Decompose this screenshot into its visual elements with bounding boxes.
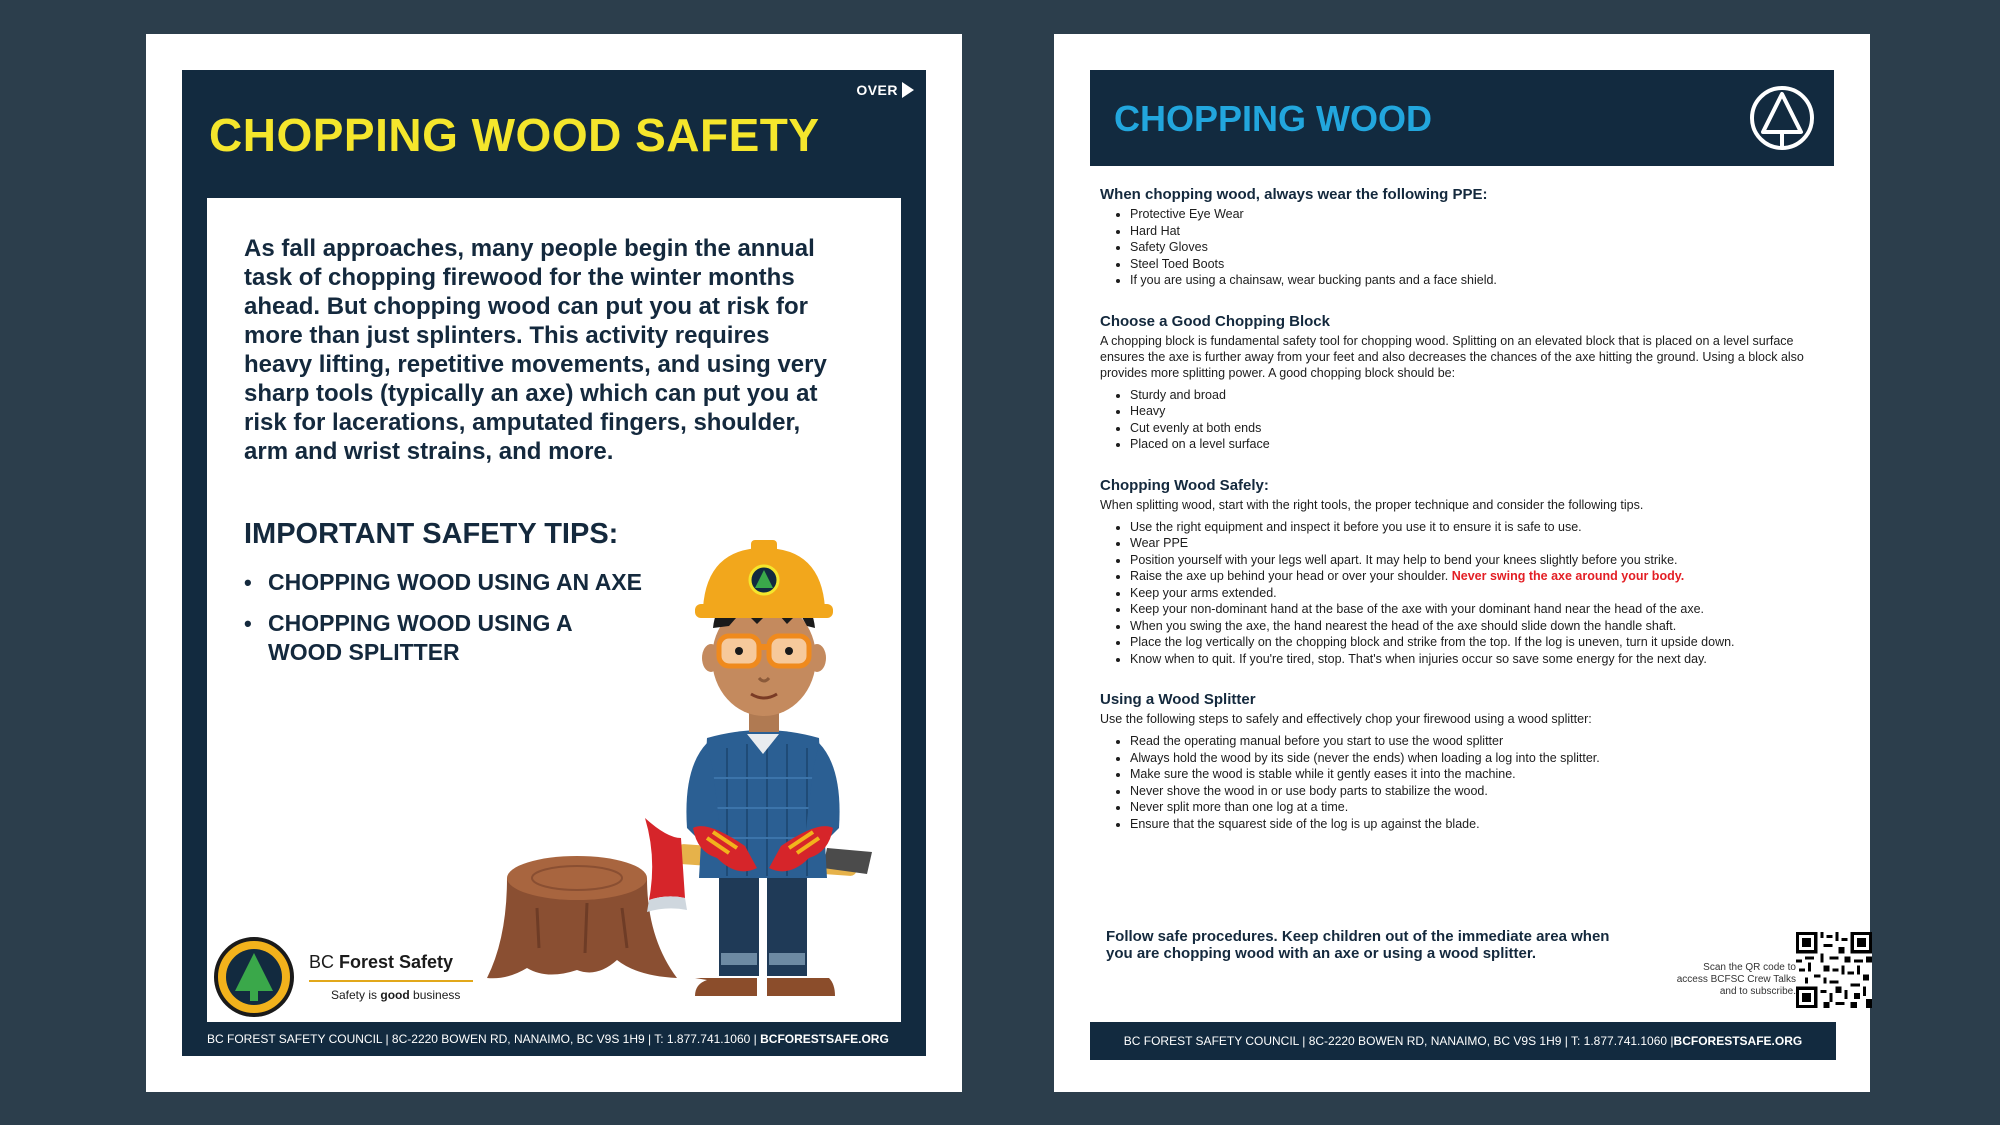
poster-page-front	[146, 34, 962, 1092]
footer-website[interactable]: BCFORESTSAFE.ORG	[760, 1032, 889, 1046]
list-item: • If you are using a chainsaw, wear bucking pants and a face shield.	[1130, 272, 1820, 289]
list-item: • Sturdy and broad	[1130, 387, 1820, 404]
safely-paragraph: When splitting wood, start with the right tools, the proper technique and consider the following tips.	[1100, 497, 1644, 512]
safely-list	[1100, 519, 1820, 668]
qr-code-icon[interactable]	[1796, 932, 1872, 1008]
worker-icon	[686, 540, 839, 996]
list-item: • When you swing the axe, the hand nearest the head of the axe should slide down the handle shaft.	[1130, 618, 1820, 635]
tips-heading: IMPORTANT SAFETY TIPS:	[244, 518, 619, 550]
list-item: • Steel Toed Boots	[1130, 256, 1820, 273]
list-item: • Never split more than one log at a time.	[1130, 799, 1820, 816]
arrow-right-icon	[902, 82, 914, 98]
ppe-list	[1100, 206, 1820, 289]
logo-tagline: Safety is good business	[331, 988, 461, 1002]
qr-caption: Scan the QR code to access BCFSC Crew Talks and to subscribe.	[1676, 962, 1796, 997]
tree-triangle-logo-icon	[1748, 84, 1816, 152]
warning-text: Never swing the axe around your body.	[1451, 569, 1685, 583]
page2-header	[1090, 70, 1834, 166]
tip-item: • CHOPPING WOOD USING AN AXE	[244, 568, 644, 597]
list-item: • Hard Hat	[1130, 223, 1820, 240]
list-item: • Raise the axe up behind your head or over your shoulder. Never swing the axe around your body.	[1130, 568, 1820, 585]
list-item: • Know when to quit. If you're tired, stop. That's when injuries occur so save some energy for the next day.	[1130, 651, 1820, 668]
splitter-list	[1100, 733, 1820, 832]
lumberjack-illustration	[467, 508, 901, 1008]
block-heading: Choose a Good Chopping Block	[1100, 312, 1330, 330]
intro-paragraph: As fall approaches, many people begin the annual task of chopping firewood for the winter months ahead. But chopping wood can put you at risk for more than just splinters. This activity requires heavy lifting, repetitive movements, and using very sharp tools (typically an axe) which can put you at risk for lacerations, amputated fingers, shoulder, arm and wrist strains, and more.	[244, 235, 827, 465]
list-item: • Use the right equipment and inspect it before you use it to ensure it is safe to use.	[1130, 519, 1820, 536]
poster-content-panel	[207, 198, 901, 1022]
block-list	[1100, 387, 1820, 453]
list-item: • Never shove the wood in or use body parts to stabilize the wood.	[1130, 783, 1820, 800]
footer-website[interactable]: BCFORESTSAFE.ORG	[1673, 1034, 1803, 1048]
list-item: • Read the operating manual before you start to use the wood splitter	[1130, 733, 1820, 750]
splitter-heading: Using a Wood Splitter	[1100, 691, 1256, 708]
footer-address: BC FOREST SAFETY COUNCIL | 8C-2220 BOWEN RD, NANAIMO, BC V9S 1H9 | T: 1.877.741.1060 |	[207, 1032, 761, 1046]
list-item: • Wear PPE	[1130, 535, 1820, 552]
list-item: • Protective Eye Wear	[1130, 206, 1820, 223]
tree-logo-icon	[213, 936, 295, 1018]
closing-statement: Follow safe procedures. Keep children out of the immediate area when you are chopping wood with an axe or using a wood splitter.	[1106, 928, 1610, 962]
logo-name: BC Forest Safety	[309, 952, 454, 972]
poster-page-back	[1054, 34, 1870, 1092]
list-item: • Place the log vertically on the chopping block and strike from the top. If the log is uneven, turn it upside down.	[1130, 634, 1820, 651]
list-item: • Always hold the wood by its side (never the ends) when loading a log into the splitter.	[1130, 750, 1820, 767]
list-item: • Ensure that the squarest side of the log is up against the blade.	[1130, 816, 1820, 833]
footer-address: BC FOREST SAFETY COUNCIL | 8C-2220 BOWEN RD, NANAIMO, BC V9S 1H9 | T: 1.877.741.1060 |	[1123, 1034, 1674, 1048]
list-item: • Placed on a level surface	[1130, 436, 1820, 453]
poster-frame	[182, 70, 926, 1056]
over-label: OVER	[856, 82, 898, 98]
page2-body	[1100, 186, 1820, 842]
page2-footer	[1090, 1022, 1836, 1060]
list-item: • Cut evenly at both ends	[1130, 420, 1820, 437]
list-item: • Make sure the wood is stable while it gently eases it into the machine.	[1130, 766, 1820, 783]
bc-forest-safety-logo	[213, 936, 483, 1018]
list-item: • Keep your arms extended.	[1130, 585, 1820, 602]
list-item: • Position yourself with your legs well apart. It may help to bend your knees slightly before you strike.	[1130, 552, 1820, 569]
page1-footer	[207, 1032, 901, 1046]
list-item: • Keep your non-dominant hand at the base of the axe with your dominant hand near the head of the axe.	[1130, 601, 1820, 618]
list-item: • Heavy	[1130, 403, 1820, 420]
over-indicator	[856, 82, 914, 98]
list-item: • Safety Gloves	[1130, 239, 1820, 256]
splitter-paragraph: Use the following steps to safely and effectively chop your firewood using a wood splitter:	[1100, 712, 1592, 726]
page2-title: CHOPPING WOOD	[1114, 98, 1433, 139]
poster-title: CHOPPING WOOD SAFETY	[209, 109, 820, 161]
block-paragraph: A chopping block is fundamental safety tool for chopping wood. Splitting on an elevated block that is placed on a level surface ensures the axe is further away from your feet and also decreases the chances of the axe hitting the ground. Using a block also provides more splitting power. A good chopping block should be:	[1100, 333, 1804, 380]
safely-heading: Chopping Wood Safely:	[1100, 476, 1269, 494]
tip-item: • CHOPPING WOOD USING A WOOD SPLITTER	[244, 609, 644, 667]
logo-underline	[309, 980, 473, 982]
tree-stump-icon	[487, 856, 677, 978]
ppe-heading: When chopping wood, always wear the following PPE:	[1100, 186, 1488, 203]
